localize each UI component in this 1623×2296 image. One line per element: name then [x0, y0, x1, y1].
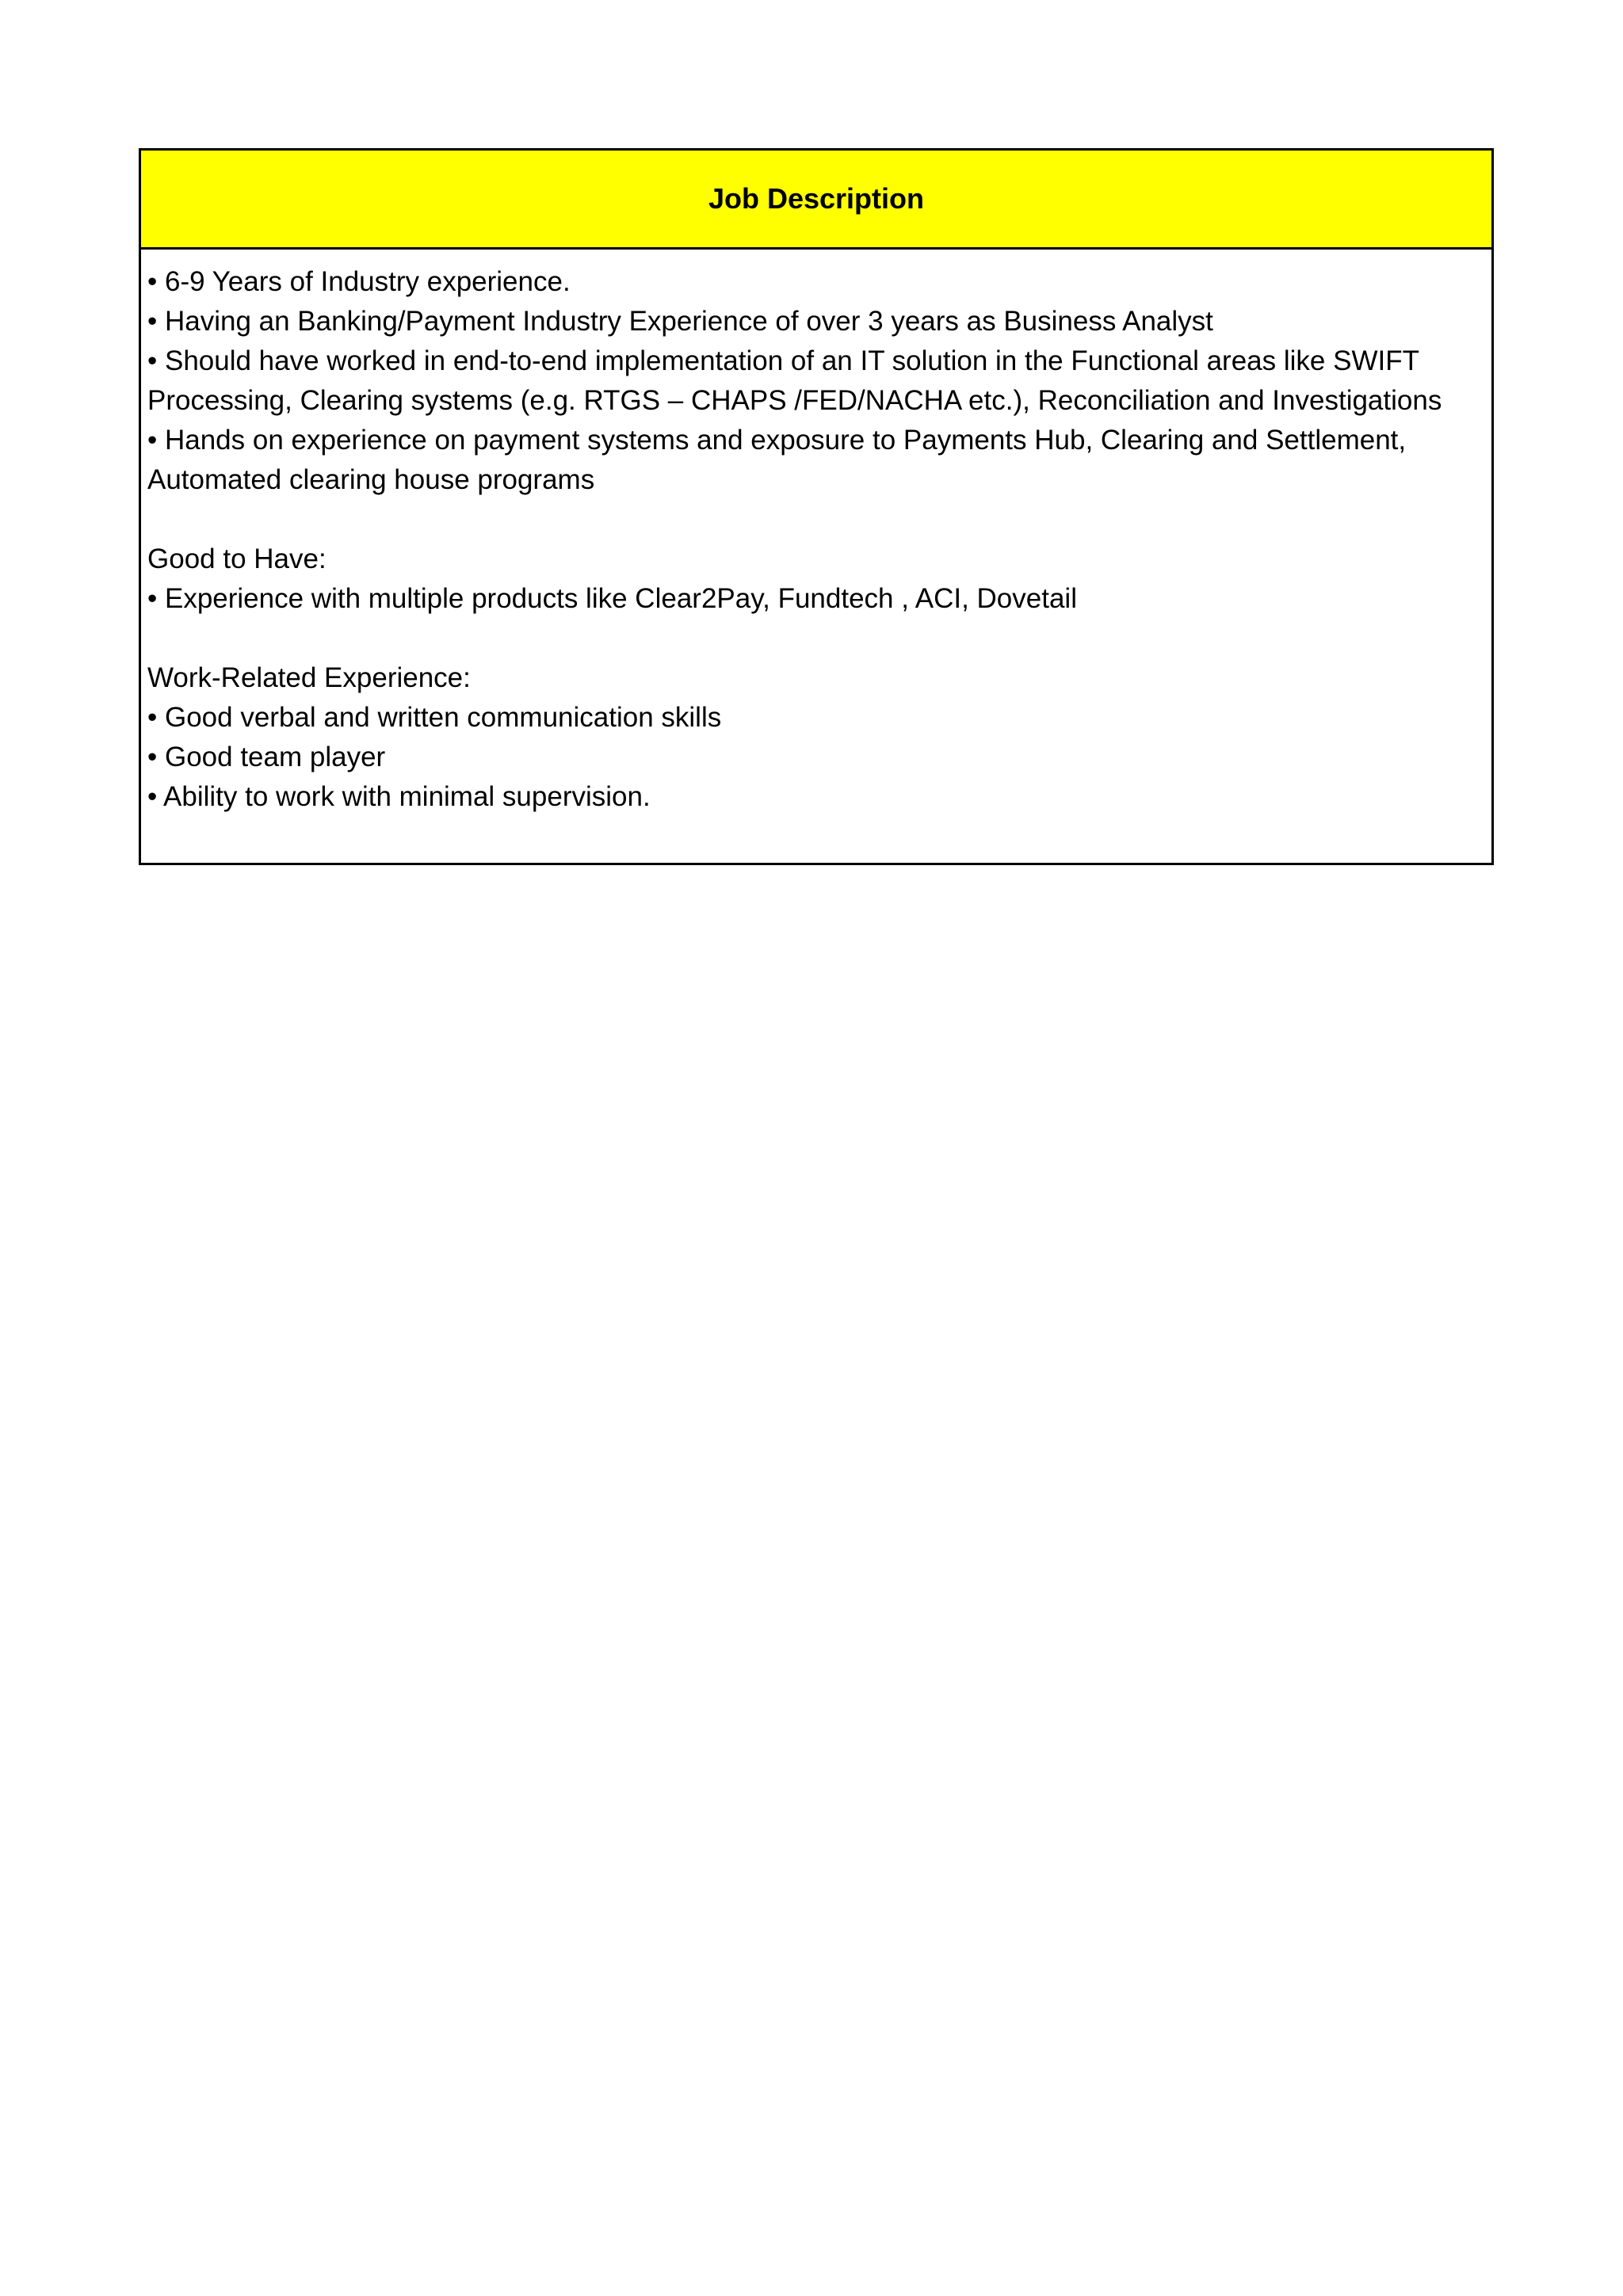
requirement-line: Automated clearing house programs	[147, 464, 595, 495]
work-related-heading: Work-Related Experience:	[147, 662, 471, 693]
requirement-line: Processing, Clearing systems (e.g. RTGS – CHAPS /FED/NACHA etc.), Reconciliation and Investigations	[147, 385, 1442, 416]
good-to-have-heading: Good to Have:	[147, 543, 327, 574]
spacer	[147, 500, 1485, 540]
requirement-line: • Having an Banking/Payment Industry Experience of over 3 years as Business Analyst	[147, 306, 1213, 337]
requirement-line: • Should have worked in end-to-end implementation of an IT solution in the Functional areas like SWIFT	[147, 345, 1419, 376]
good-to-have-item: • Experience with multiple products like Clear2Pay, Fundtech , ACI, Dovetail	[147, 583, 1077, 614]
job-description-body	[141, 250, 1491, 817]
requirement-line: • 6-9 Years of Industry experience.	[147, 266, 571, 297]
job-description-table	[139, 148, 1494, 865]
work-related-item: • Good team player	[147, 742, 386, 772]
job-description-header	[141, 151, 1491, 250]
requirement-line: • Hands on experience on payment systems and exposure to Payments Hub, Clearing and Settlement,	[147, 425, 1407, 456]
work-related-item: • Ability to work with minimal supervision.	[147, 781, 651, 812]
spacer	[147, 619, 1485, 658]
work-related-item: • Good verbal and written communication skills	[147, 702, 722, 733]
job-description-title: Job Description	[708, 182, 925, 215]
